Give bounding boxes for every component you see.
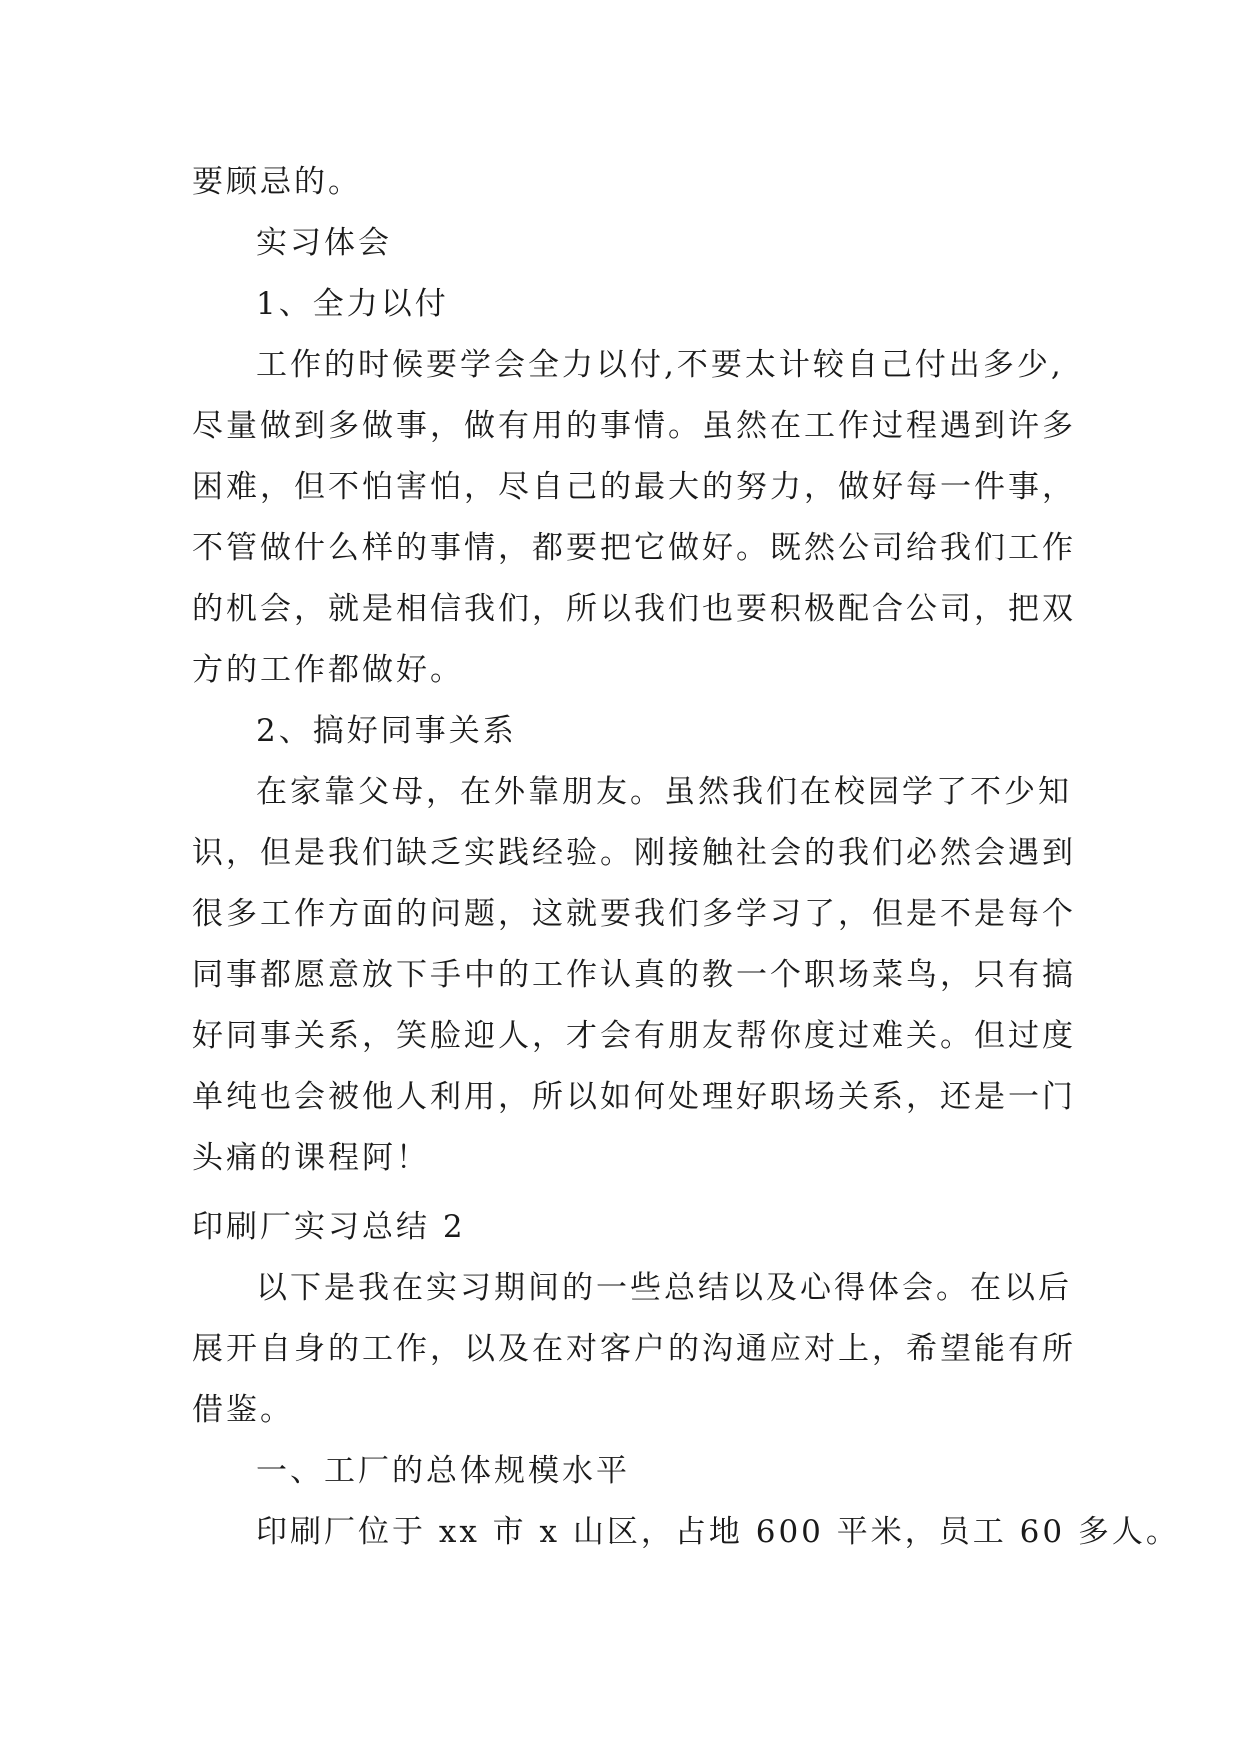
paragraph-line: 识，但是我们缺乏实践经验。刚接触社会的我们必然会遇到 <box>192 835 1076 871</box>
section-2 <box>192 1197 1180 1563</box>
paragraph-line: 方的工作都做好。 <box>192 652 464 688</box>
paragraph-line: 同事都愿意放下手中的工作认真的教一个职场菜鸟，只有搞 <box>192 957 1076 993</box>
paragraph-line: 很多工作方面的问题，这就要我们多学习了，但是不是每个 <box>192 896 1076 932</box>
paragraph-line: 头痛的课程阿！ <box>192 1140 430 1176</box>
paragraph-line: 以下是我在实习期间的一些总结以及心得体会。在以后 <box>256 1270 1072 1306</box>
heading-point-1: 1、全力以付 <box>256 286 449 322</box>
paragraph-line: 尽量做到多做事，做有用的事情。虽然在工作过程遇到许多 <box>192 408 1076 444</box>
paragraph-line: 困难，但不怕害怕，尽自己的最大的努力，做好每一件事， <box>192 469 1076 505</box>
paragraph-line: 的机会，就是相信我们，所以我们也要积极配合公司，把双 <box>192 591 1076 627</box>
paragraph-line: 要顾忌的。 <box>192 164 362 200</box>
paragraph-line: 展开自身的工作，以及在对客户的沟通应对上，希望能有所 <box>192 1331 1076 1367</box>
heading-point-2: 2、搞好同事关系 <box>256 713 517 749</box>
paragraph-line: 在家靠父母，在外靠朋友。虽然我们在校园学了不少知 <box>256 774 1072 810</box>
paragraph-line: 不管做什么样的事情，都要把它做好。既然公司给我们工作 <box>192 530 1076 566</box>
subheading-internship-experience: 实习体会 <box>256 225 392 261</box>
paragraph-line: 单纯也会被他人利用，所以如何处理好职场关系，还是一门 <box>192 1079 1076 1115</box>
paragraph-line: 好同事关系，笑脸迎人，才会有朋友帮你度过难关。但过度 <box>192 1018 1076 1054</box>
section-1 <box>192 152 1076 1189</box>
paragraph-line: 印刷厂位于 xx 市 x 山区，占地 600 平米，员工 60 多人。 <box>256 1514 1180 1550</box>
section-title: 印刷厂实习总结 2 <box>192 1209 466 1245</box>
paragraph-line: 工作的时候要学会全力以付,不要太计较自己付出多少, <box>256 347 1064 383</box>
paragraph-line: 借鉴。 <box>192 1392 294 1428</box>
heading-factory-scale: 一、工厂的总体规模水平 <box>256 1453 630 1489</box>
